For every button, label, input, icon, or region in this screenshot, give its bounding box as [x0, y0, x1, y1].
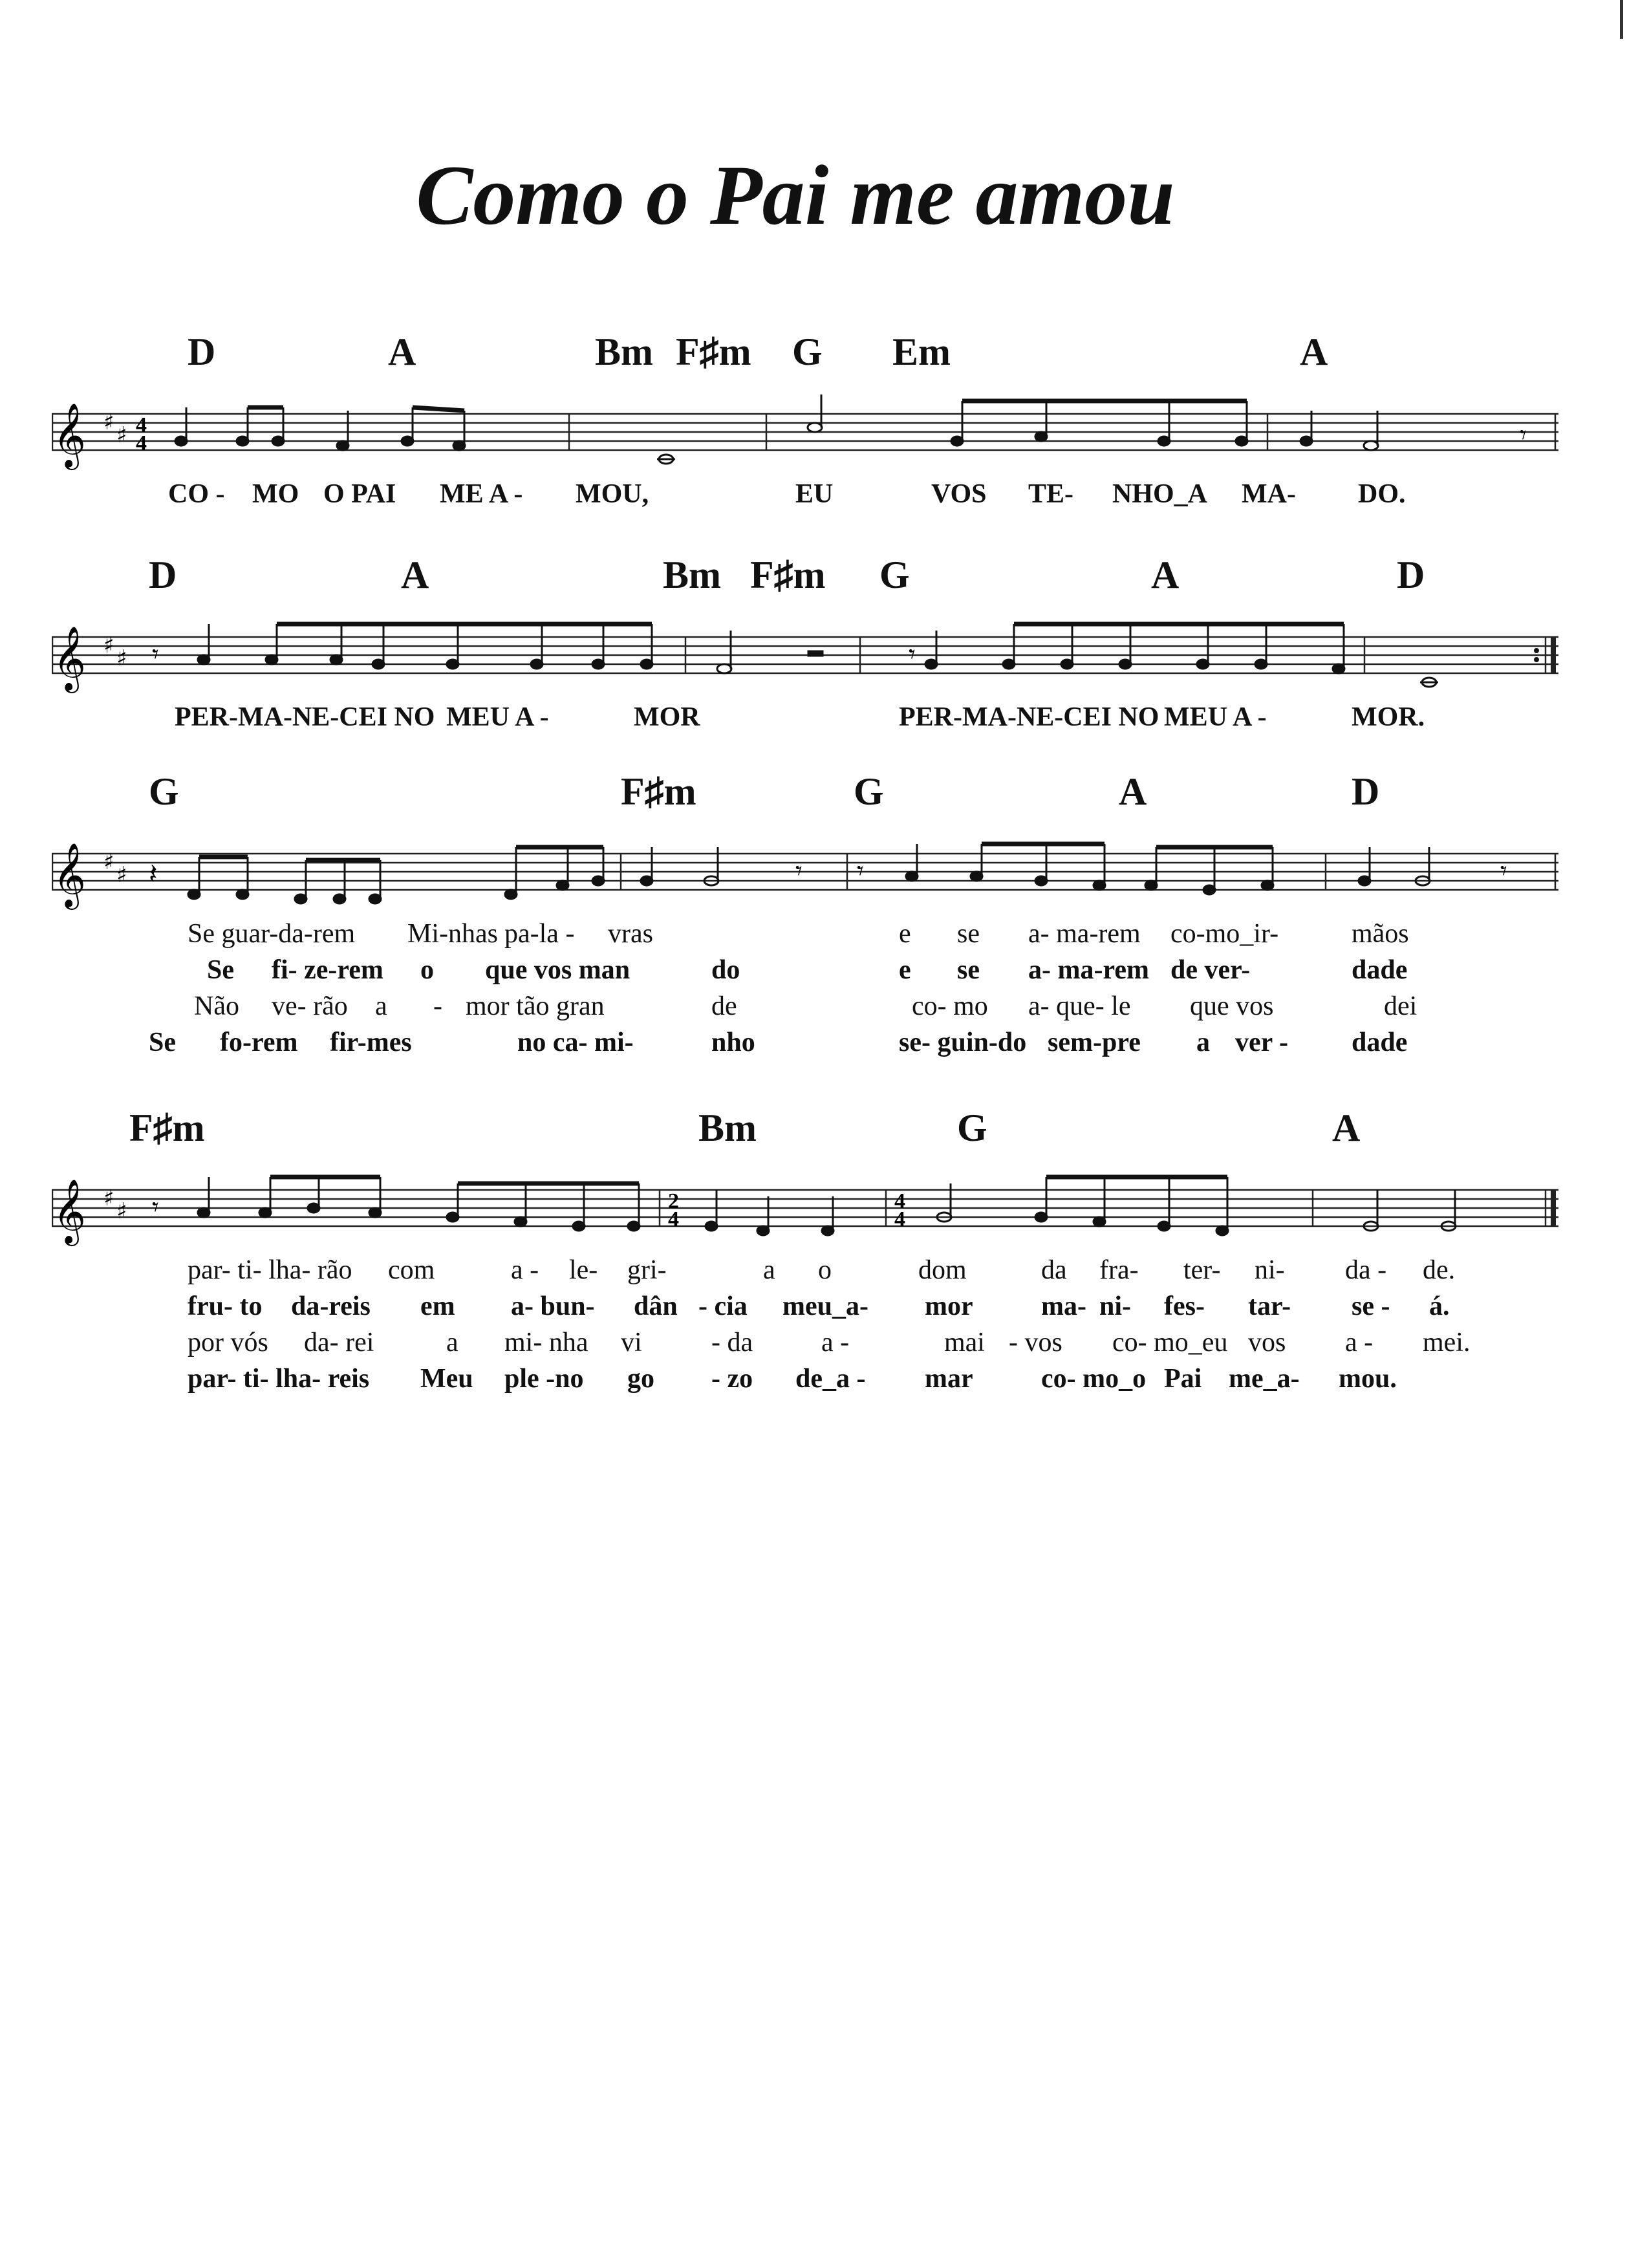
lyric-syllable: co- mo_o [1041, 1364, 1147, 1394]
svg-text:4: 4 [894, 1207, 905, 1231]
lyric-syllable: - vos [1009, 1328, 1062, 1357]
chord: G [854, 770, 884, 813]
treble-clef-icon: 𝄞 [53, 843, 86, 907]
lyric-syllable: mei. [1423, 1328, 1471, 1357]
lyric-syllable: e [899, 955, 911, 985]
lyric-syllable: Se guar-da-rem [188, 919, 356, 949]
lyric-syllable: dei [1384, 991, 1417, 1021]
svg-text:4: 4 [894, 1189, 905, 1213]
staff [52, 605, 1558, 702]
lyric-syllable: DO. [1358, 479, 1406, 509]
lyric-syllable: da- rei [304, 1328, 374, 1357]
treble-clef-icon: 𝄞 [53, 403, 86, 468]
staff-notation [52, 1158, 1558, 1255]
lyric-syllable: mi- nha [504, 1328, 588, 1357]
lyric-syllable: se [957, 919, 980, 949]
lyric-syllable: mor [925, 1291, 973, 1321]
lyric-syllable: a [763, 1255, 775, 1285]
lyric-syllable: EU [795, 479, 834, 509]
lyric-syllable: fes- [1164, 1291, 1205, 1321]
lyric-syllable: a- ma-rem [1028, 955, 1149, 985]
lyric-syllable: PER-MA-NE-CEI NO [175, 702, 435, 732]
chord: F♯m [750, 554, 826, 596]
chord: A [401, 554, 429, 596]
lyric-syllable: Não [194, 991, 239, 1021]
lyric-syllable: co- mo [912, 991, 988, 1021]
svg-text:𝄾: 𝄾 [152, 640, 159, 669]
lyrics-line [52, 1327, 1558, 1363]
chord-row [52, 330, 1558, 382]
lyrics-line [52, 1255, 1558, 1291]
lyric-syllable: gri- [627, 1255, 667, 1285]
chord-row [52, 770, 1558, 821]
lyrics-line [52, 955, 1558, 991]
lyric-syllable: go [627, 1364, 654, 1394]
lyric-syllable: por vós [188, 1328, 268, 1357]
lyric-syllable: Meu [420, 1364, 473, 1394]
lyric-syllable: le- [569, 1255, 598, 1285]
chord-row [52, 1106, 1558, 1158]
staff [52, 382, 1558, 479]
svg-text:♯: ♯ [103, 849, 114, 875]
lyric-syllable: - zo [711, 1364, 753, 1394]
lyric-syllable: fir-mes [330, 1028, 412, 1057]
chord: G [879, 554, 910, 596]
svg-text:𝄾: 𝄾 [1500, 856, 1507, 886]
lyric-syllable: sem-pre [1048, 1028, 1141, 1057]
lyric-syllable: o [818, 1255, 832, 1285]
system-1 [52, 330, 1558, 515]
lyric-syllable: fi- ze-rem [272, 955, 383, 985]
svg-text:2: 2 [668, 1189, 679, 1213]
lyric-syllable: mor tão gran [466, 991, 605, 1021]
lyric-syllable: dade [1352, 955, 1408, 985]
chord: Bm [698, 1107, 757, 1149]
chord: F♯m [129, 1107, 205, 1149]
scan-page-edge [1620, 0, 1623, 39]
lyric-syllable: em [420, 1291, 455, 1321]
lyric-syllable: MEU A - [1164, 702, 1267, 732]
lyric-syllable: que vos man [485, 955, 630, 985]
lyric-syllable: de ver- [1170, 955, 1251, 985]
lyric-syllable: TE- [1028, 479, 1074, 509]
svg-text:𝄾: 𝄾 [1520, 420, 1527, 450]
staff-notation [52, 821, 1558, 918]
system-4 [52, 1106, 1558, 1399]
lyrics-line [52, 1291, 1558, 1327]
lyric-syllable: mãos [1352, 919, 1409, 949]
chord: G [957, 1107, 987, 1149]
svg-text:♯: ♯ [116, 862, 127, 888]
lyric-syllable: vras [608, 919, 653, 949]
lyric-syllable: pa-la - [504, 919, 575, 949]
lyric-syllable: me_a- [1229, 1364, 1300, 1394]
lyric-syllable: vi [621, 1328, 642, 1357]
lyric-syllable: a - [1345, 1328, 1374, 1357]
lyric-syllable: da - [1345, 1255, 1387, 1285]
lyric-syllable: co- mo_eu [1112, 1328, 1228, 1357]
lyric-syllable: ver - [1235, 1028, 1289, 1057]
chord: D [1352, 770, 1380, 813]
lyric-syllable: a - [821, 1328, 850, 1357]
staff-notation [52, 382, 1558, 479]
system-3 [52, 770, 1558, 1063]
lyric-syllable: de_a - [795, 1364, 866, 1394]
lyric-syllable: se - [1352, 1291, 1390, 1321]
lyric-syllable: NHO_A [1112, 479, 1207, 509]
lyric-syllable: a- bun- [511, 1291, 595, 1321]
chord: Bm [663, 554, 721, 596]
lyric-syllable: ve- rão [272, 991, 348, 1021]
lyric-syllable: ma- [1041, 1291, 1086, 1321]
lyric-syllable: nho [711, 1028, 755, 1057]
treble-clef-icon: 𝄞 [53, 1179, 86, 1244]
lyric-syllable: PER-MA-NE-CEI NO [899, 702, 1159, 732]
lyric-syllable: dom [918, 1255, 967, 1285]
lyric-syllable: dade [1352, 1028, 1408, 1057]
svg-text:𝄽: 𝄽 [149, 858, 158, 891]
lyric-syllable: dân [634, 1291, 678, 1321]
chord: A [1151, 554, 1180, 596]
chord-row [52, 553, 1558, 605]
lyric-syllable: ME A - [440, 479, 523, 509]
lyric-syllable: fru- to [188, 1291, 263, 1321]
svg-text:𝄾: 𝄾 [857, 856, 864, 886]
svg-text:♯: ♯ [103, 1185, 114, 1211]
lyric-syllable: MOR [634, 702, 700, 732]
lyric-syllable: que vos [1190, 991, 1274, 1021]
lyrics-line [52, 702, 1558, 738]
lyric-syllable: meu_a- [782, 1291, 868, 1321]
lyric-syllable: a [1196, 1028, 1210, 1057]
lyric-syllable: MOU, [576, 479, 649, 509]
chord: G [792, 330, 823, 373]
lyric-syllable: co-mo_ir- [1170, 919, 1279, 949]
lyrics-line [52, 991, 1558, 1027]
svg-text:4: 4 [136, 431, 147, 455]
lyric-syllable: par- ti- lha- reis [188, 1364, 370, 1394]
lyric-syllable: se [957, 955, 980, 985]
svg-text:𝄾: 𝄾 [909, 640, 916, 669]
treble-clef-icon: 𝄞 [53, 626, 86, 691]
lyric-syllable: ple -no [504, 1364, 584, 1394]
chord: D [1397, 554, 1425, 596]
lyric-syllable: par- ti- lha- rão [188, 1255, 352, 1285]
lyric-syllable: de. [1423, 1255, 1456, 1285]
lyric-syllable: se- guin-do [899, 1028, 1027, 1057]
lyric-syllable: a [375, 991, 387, 1021]
lyric-syllable: de [711, 991, 737, 1021]
chord: F♯m [676, 330, 751, 373]
lyrics-line [52, 918, 1558, 955]
lyric-syllable: a - [511, 1255, 539, 1285]
lyric-syllable: no ca- mi- [517, 1028, 634, 1057]
lyrics-line [52, 1027, 1558, 1063]
svg-text:𝄾: 𝄾 [152, 1193, 159, 1222]
svg-text:♯: ♯ [103, 632, 114, 658]
chord: F♯m [621, 770, 696, 813]
lyric-syllable: mou. [1339, 1364, 1397, 1394]
lyric-syllable: á. [1429, 1291, 1450, 1321]
lyric-syllable: da [1041, 1255, 1067, 1285]
lyric-syllable: MOR. [1352, 702, 1425, 732]
lyric-syllable: ni- [1099, 1291, 1132, 1321]
lyric-syllable: MEU A - [446, 702, 549, 732]
chord: G [149, 770, 179, 813]
lyric-syllable: da-reis [291, 1291, 371, 1321]
lyric-syllable: Mi-nhas [407, 919, 498, 949]
lyric-syllable: fo-rem [220, 1028, 298, 1057]
chord: Bm [595, 330, 653, 373]
chord: D [149, 554, 177, 596]
system-2 [52, 553, 1558, 738]
lyric-syllable: ter- [1183, 1255, 1221, 1285]
lyric-syllable: VOS [931, 479, 987, 509]
svg-text:♯: ♯ [116, 422, 127, 448]
svg-text:♯: ♯ [116, 1198, 127, 1224]
lyric-syllable: Pai [1164, 1364, 1202, 1394]
svg-text:𝄾: 𝄾 [795, 856, 803, 886]
svg-text:4: 4 [136, 413, 147, 437]
lyric-syllable: com [388, 1255, 435, 1285]
staff [52, 1158, 1558, 1255]
staff-notation [52, 605, 1558, 702]
chord: A [388, 330, 416, 373]
staff [52, 821, 1558, 918]
lyric-syllable: MO [252, 479, 299, 509]
lyric-syllable: O PAI [323, 479, 396, 509]
lyric-syllable: a- ma-rem [1028, 919, 1141, 949]
lyric-syllable: - [433, 991, 442, 1021]
chord: A [1332, 1107, 1361, 1149]
lyric-syllable: ni- [1255, 1255, 1285, 1285]
lyric-syllable: vos [1248, 1328, 1286, 1357]
lyrics-line [52, 1363, 1558, 1399]
lyric-syllable: mar [925, 1364, 973, 1394]
chord: Em [892, 330, 951, 373]
chord: A [1300, 330, 1328, 373]
lyric-syllable: a [446, 1328, 458, 1357]
lyrics-line [52, 479, 1558, 515]
song-title: Como o Pai me amou [416, 147, 1175, 243]
svg-text:4: 4 [668, 1207, 679, 1231]
lyric-syllable: o [420, 955, 434, 985]
chord: D [188, 330, 216, 373]
svg-text:♯: ♯ [103, 409, 114, 435]
lyric-syllable: MA- [1242, 479, 1296, 509]
lyric-syllable: - cia [698, 1291, 748, 1321]
svg-text:♯: ♯ [116, 645, 127, 671]
lyric-syllable: Se [149, 1028, 176, 1057]
lyric-syllable: mai [944, 1328, 985, 1357]
lyric-syllable: - da [711, 1328, 753, 1357]
lyric-syllable: e [899, 919, 911, 949]
chord: A [1119, 770, 1147, 813]
lyric-syllable: fra- [1099, 1255, 1139, 1285]
lyric-syllable: do [711, 955, 740, 985]
lyric-syllable: a- que- le [1028, 991, 1131, 1021]
lyric-syllable: tar- [1248, 1291, 1291, 1321]
lyric-syllable: Se [207, 955, 234, 985]
lyric-syllable: CO - [168, 479, 225, 509]
